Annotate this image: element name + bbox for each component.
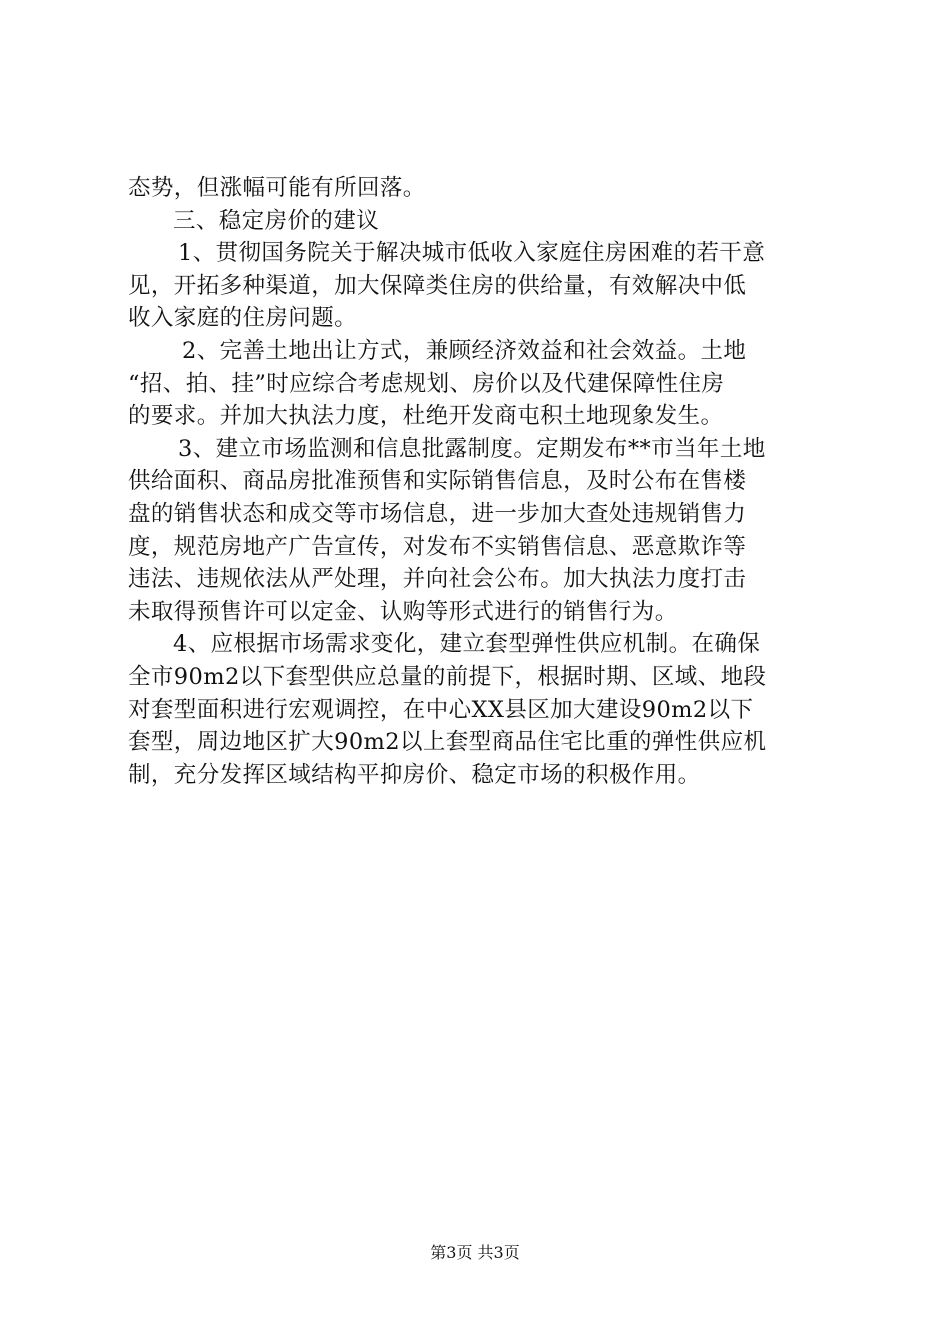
text-line: 的要求。并加大执法力度，杜绝开发商屯积土地现象发生。 [128,403,724,430]
text-line: “招、拍、挂”时应综合考虑规划、房价以及代建保障性住房 [128,370,725,397]
page-number-label: 第3页 共3页 [430,1243,520,1262]
text-line: 态势，但涨幅可能有所回落。 [128,175,426,201]
paragraph-item-3 [128,433,832,629]
text-line: 盘的销售状态和成交等市场信息，进一步加大查处违规销售力 [128,500,747,527]
text-line: 未取得预售许可以定金、认购等形式进行的销售行为。 [128,598,678,625]
text-line: 三、稳定房价的建议 [173,207,380,234]
page-footer [0,1243,950,1263]
text-line: 违法、违规依法从严处理，并向社会公布。加大执法力度打击 [128,566,747,593]
text-line: 2、完善土地出让方式，兼顾经济效益和社会效益。土地 [182,337,747,364]
text-line: 供给面积、商品房批准预售和实际销售信息，及时公布在售楼 [128,468,747,495]
text-line: 4、应根据市场需求变化，建立套型弹性供应机制。在确保 [173,631,761,658]
document-body [128,172,832,791]
paragraph-continuation [128,172,832,205]
section-heading [128,205,832,238]
paragraph-item-4 [128,628,832,791]
text-line: 见，开拓多种渠道，加大保障类住房的供给量，有效解决中低 [128,272,747,299]
text-line: 收入家庭的住房问题。 [128,305,358,332]
text-line: 制，充分发挥区域结构平抑房价、稳定市场的积极作用。 [128,761,701,788]
text-line: 3、建立市场监测和信息批露制度。定期发布**市当年土地 [178,435,766,462]
paragraph-item-1 [128,237,832,335]
text-line: 全市90m2以下套型供应总量的前提下，根据时期、区域、地段 [128,663,767,690]
text-line: 对套型面积进行宏观调控，在中心XX县区加大建设90m2以下 [128,696,754,723]
text-line: 套型，周边地区扩大90m2以上套型商品住宅比重的弹性供应机 [128,729,767,756]
text-line: 度，规范房地产广告宣传，对发布不实销售信息、恶意欺诈等 [128,533,747,560]
paragraph-item-2 [128,335,832,433]
text-line: 1、贯彻国务院关于解决城市低收入家庭住房困难的若干意 [178,240,766,267]
